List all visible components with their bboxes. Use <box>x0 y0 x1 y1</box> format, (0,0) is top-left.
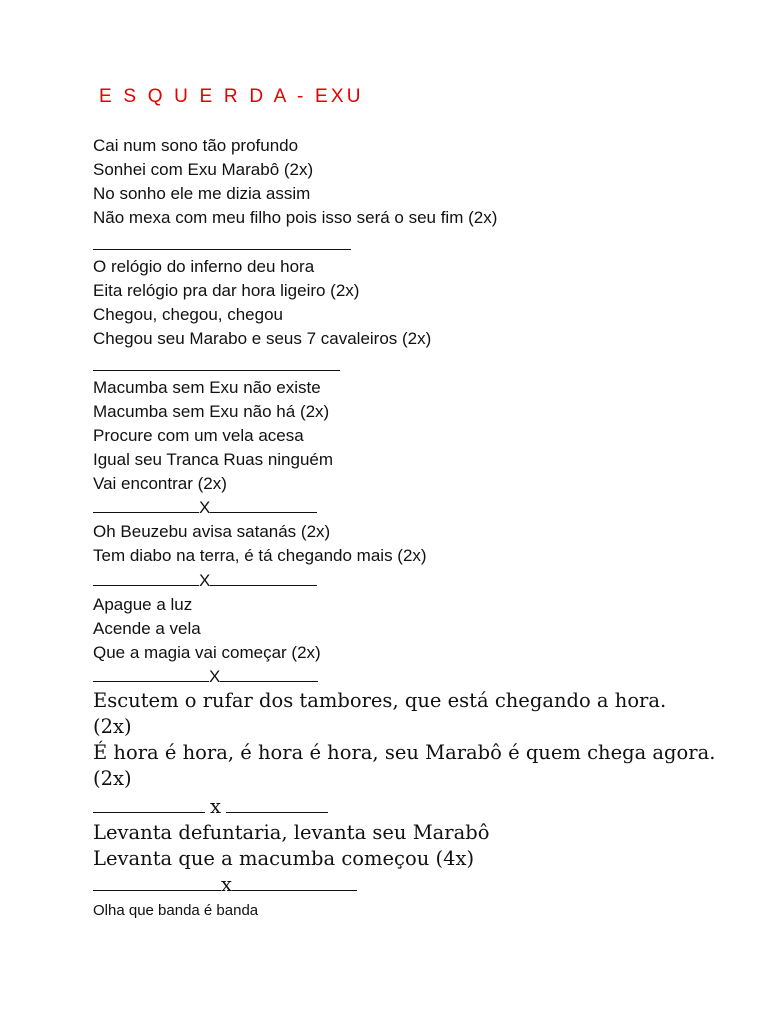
lyric-line: Chegou seu Marabo e seus 7 cavaleiros (2x) <box>93 329 432 348</box>
lyric-line: É hora é hora, é hora é hora, seu Marabô é quem chega agora. <box>93 741 716 764</box>
lyric-line: Sonhei com Exu Marabô (2x) <box>93 160 314 179</box>
lyric-line: Macumba sem Exu não existe <box>93 378 321 397</box>
lyric-line: Escutem o rufar dos tambores, que está chegando a hora. <box>93 689 667 712</box>
lyric-line: Igual seu Tranca Ruas ninguém <box>93 450 334 469</box>
lyric-line: (2x) <box>93 767 132 790</box>
lyric-line: Apague a luz <box>93 595 193 614</box>
lyric-line: Chegou, chegou, chegou <box>93 305 283 324</box>
lyric-line: O relógio do inferno deu hora <box>93 257 315 276</box>
lyric-line: Olha que banda é banda <box>93 902 259 919</box>
lyric-line: Não mexa com meu filho pois isso será o seu fim (2x) <box>93 208 498 227</box>
lyric-line: Vai encontrar (2x) <box>93 474 227 493</box>
x-separator: x <box>93 794 328 820</box>
section-divider <box>93 249 351 250</box>
lyric-line: (2x) <box>93 715 132 738</box>
song-title: E S Q U E R D A - EXU <box>99 86 364 107</box>
lyric-line: Tem diabo na terra, é tá chegando mais (2x) <box>93 546 427 565</box>
lyric-line: Levanta defuntaria, levanta seu Marabô <box>93 821 490 844</box>
section-divider <box>93 370 340 371</box>
lyric-line: Macumba sem Exu não há (2x) <box>93 402 330 421</box>
lyric-line: Procure com um vela acesa <box>93 426 304 445</box>
x-separator: x <box>93 872 357 898</box>
x-separator: X <box>93 665 318 689</box>
x-separator: X <box>93 569 317 593</box>
lyric-line: Cai num sono tão profundo <box>93 136 299 155</box>
lyric-line: Levanta que a macumba começou (4x) <box>93 847 475 870</box>
lyric-line: Acende a vela <box>93 619 201 638</box>
lyric-line: Eita relógio pra dar hora ligeiro (2x) <box>93 281 360 300</box>
lyric-line: Que a magia vai começar (2x) <box>93 643 321 662</box>
lyric-line: No sonho ele me dizia assim <box>93 184 311 203</box>
x-separator: X <box>93 496 317 520</box>
lyric-line: Oh Beuzebu avisa satanás (2x) <box>93 522 331 541</box>
